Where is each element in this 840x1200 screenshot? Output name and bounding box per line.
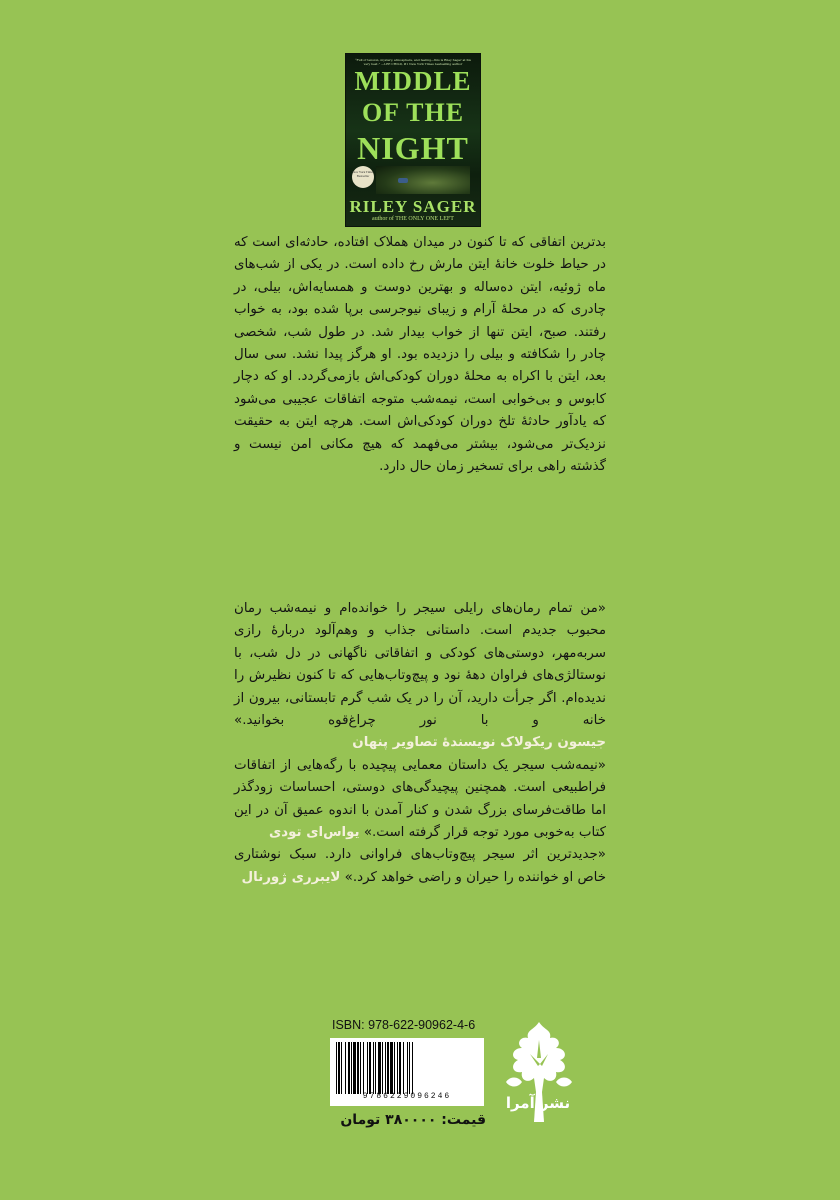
bestseller-badge: New York Times Bestseller: [352, 166, 374, 188]
review-1: [234, 598, 606, 755]
price-label: قیمت: ۳۸۰۰۰۰ تومان: [340, 1112, 486, 1128]
cover-author: RILEY SAGER: [349, 197, 477, 216]
review-1-source: جیسون ریکولاک نویسندهٔ تصاویر پنهان: [352, 735, 606, 751]
review-1-quote: «من تمام رمان‌های رایلی سیجر را خوانده‌ام و نیمه‌شب رمان محبوب جدیدم است. داستانی جذاب و وهم‌آلود دربارهٔ رازی سربه‌مهر، دوستی‌های کودکی و اتفاقاتی ناگهانی در دل شب، با نوستالژی‌های فراوان دههٔ نود و پیچ‌وتاب‌هایی که تا کنون نظیرش را ندیده‌ام. اگر جرأت دارید، آن را در یک شب گرم تابستانی، بیرون از خانه و با نور چراغ‌قوه بخوانید.»: [234, 601, 606, 729]
barcode-number: 9786229096246: [362, 1092, 452, 1101]
cover-car: [398, 178, 408, 183]
cover-title-line-3: NIGHT: [357, 130, 469, 166]
review-3-quote: «جدیدترین اثر سیجر پیچ‌وتاب‌های فراوانی دارد. سبک نوشتاری خاص او خواننده را حیران و راضی خواهد کرد.»: [234, 847, 606, 885]
cover-street-scene: [376, 166, 470, 194]
review-2-quote: «نیمه‌شب سیجر یک داستان معمایی پیچیده با رگه‌هایی از اتفاقات فراطبیعی است. همچنین پیچیدگی‌های دوستی، احساسات زودگذر اما طاقت‌فرسای بزرگ شدن و کنار آمدن با اندوه عمیق آن در این کتاب به‌خوبی مورد توجه قرار گرفته است.»: [234, 757, 606, 841]
barcode-bars: [336, 1042, 478, 1094]
synopsis-paragraph: بدترین اتفاقی که تا کنون در میدان هملاک افتاده، حادثه‌ای است که در حیاط خلوت خانهٔ ایتن مارش رخ داده است. در یکی از شب‌های ماه ژوئیه، ایتن ده‌ساله و بهترین دوست و همسایه‌اش، بیلی، در چادری که در محلهٔ آرام و زیبای نیوجرسی برپا شده بود، به خواب رفتند. صبح، ایتن تنها از خواب بیدار شد. در طول شب، شخصی چادر را شکافته و بیلی را دزدیده بود. او هرگز پیدا نشد. سی سال بعد، ایتن با اکراه به محلهٔ دوران کودکی‌اش بازمی‌گردد. او که دچار کابوس و بی‌خوابی است، نیمه‌شب متوجه اتفاقات عجیبی می‌شود که یادآور حادثهٔ تلخ دوران کودکی‌اش است. هرچه ایتن به حقیقت نزدیک‌تر می‌شود، بیشتر می‌فهمد که هیچ مکانی امن نیست و گذشته راهی برای تسخیر زمان حال دارد.: [234, 235, 606, 475]
review-2-source: یواس‌ای تودی: [268, 825, 360, 841]
review-2: [234, 755, 606, 845]
isbn-label: ISBN: 978-622-90962-4-6: [332, 1018, 476, 1032]
review-3-source: لایبرری ژورنال: [241, 869, 341, 885]
cover-author-credit: author of THE ONLY ONE LEFT: [372, 216, 454, 222]
publisher-name: نشر آمرا: [505, 1094, 571, 1112]
reviews-block: [234, 598, 606, 889]
review-3: [234, 844, 606, 889]
cover-title-line-1: MIDDLE: [354, 66, 472, 96]
cover-title-line-2: OF THE: [361, 98, 465, 127]
book-cover-image: [346, 54, 480, 226]
barcode: [330, 1038, 484, 1106]
cover-blurb: “Full of tension, mystery, atmosphere, and feeling—this is Riley Sager at his very best.” —LEE CHILD, #1 New York Times bestselling author: [355, 58, 471, 66]
